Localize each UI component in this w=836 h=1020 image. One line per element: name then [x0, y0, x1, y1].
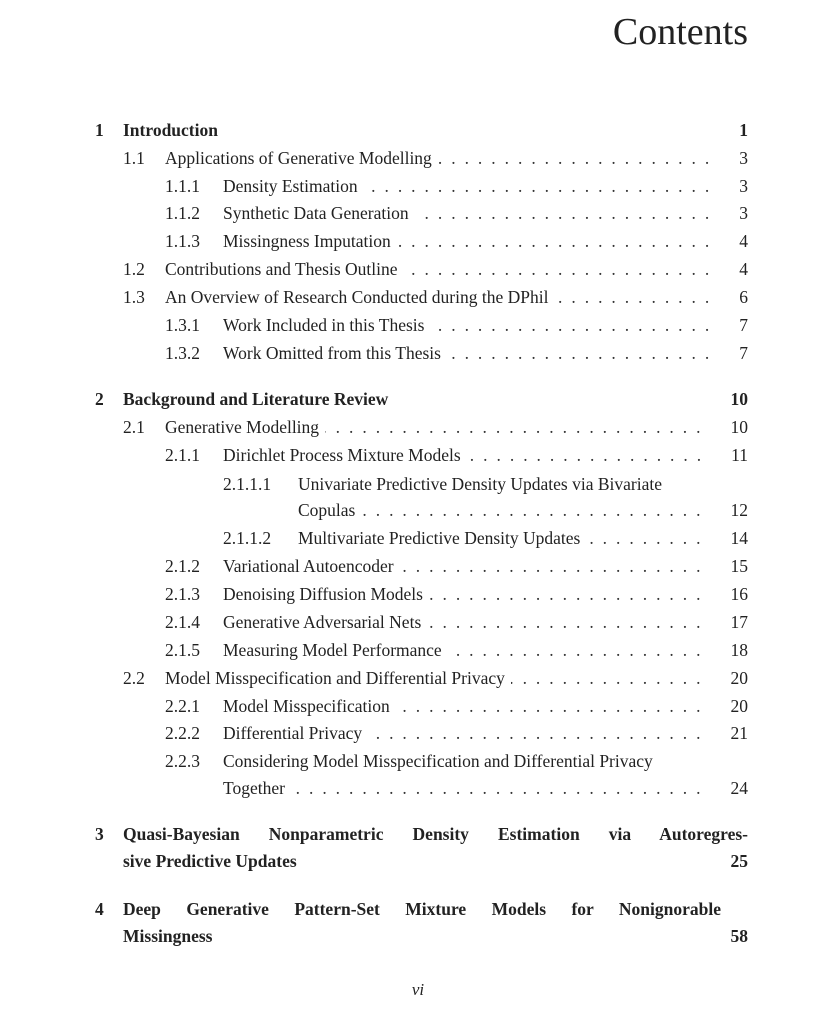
dot-leader	[404, 259, 710, 280]
toc-section[interactable]	[123, 259, 748, 283]
entry-title: An Overview of Research Conducted during the DPhil	[165, 287, 549, 307]
entry-page: 7	[739, 315, 748, 335]
entry-title: Differential Privacy	[223, 723, 363, 743]
entry-title-line1: Deep Generative Pattern-Set Mixture Models for Nonignorable	[123, 899, 721, 919]
entry-number: 2.1.3	[165, 584, 200, 604]
entry-title-line1: Univariate Predictive Density Updates via Bivariate	[298, 474, 662, 494]
entry-page: 18	[730, 640, 748, 660]
entry-number: 1.3	[123, 287, 145, 307]
toc-subsection[interactable]	[165, 584, 748, 608]
entry-number: 2.1.1.2	[223, 528, 272, 548]
entry-page: 24	[730, 778, 748, 798]
toc-subsection[interactable]	[165, 343, 748, 367]
entry-number: 1.3.1	[165, 315, 200, 335]
entry-page: 4	[739, 231, 748, 251]
dot-leader	[400, 556, 701, 577]
entry-page: 10	[730, 417, 748, 437]
entry-page: 7	[739, 343, 748, 363]
entry-number: 4	[95, 899, 104, 919]
entry-number: 2.2	[123, 668, 145, 688]
toc-chapter[interactable]	[95, 120, 748, 144]
entry-title: Introduction	[123, 120, 218, 140]
dot-leader	[438, 148, 709, 169]
toc-section[interactable]	[123, 668, 748, 692]
toc-subsubsection[interactable]	[223, 474, 748, 498]
dot-leader	[396, 696, 701, 717]
toc-subsection[interactable]	[165, 315, 748, 339]
entry-number: 2	[95, 389, 104, 409]
entry-page: 6	[739, 287, 748, 307]
entry-title: Multivariate Predictive Density Updates	[298, 528, 581, 548]
entry-number: 1.1	[123, 148, 145, 168]
entry-number: 2.1.2	[165, 556, 200, 576]
toc-subsubsection[interactable]	[223, 528, 748, 552]
entry-number: 2.2.1	[165, 696, 200, 716]
toc-subsection[interactable]	[165, 231, 748, 255]
entry-number: 2.1.1	[165, 445, 200, 465]
entry-title: Measuring Model Performance	[223, 640, 442, 660]
entry-number: 2.2.2	[165, 723, 200, 743]
toc-section[interactable]	[123, 287, 748, 311]
entry-title: Dirichlet Process Mixture Models	[223, 445, 461, 465]
entry-title: Density Estimation	[223, 176, 358, 196]
dot-leader	[397, 231, 710, 252]
entry-page: 10	[730, 389, 748, 409]
entry-number: 1.1.1	[165, 176, 200, 196]
toc-subsection[interactable]	[165, 751, 748, 775]
dot-leader	[448, 640, 701, 661]
entry-title: Work Omitted from this Thesis	[223, 343, 441, 363]
entry-title: Generative Modelling	[165, 417, 320, 437]
entry-page: 3	[739, 176, 748, 196]
dot-leader	[364, 176, 710, 197]
entry-number: 3	[95, 824, 104, 844]
toc-section[interactable]	[123, 148, 748, 172]
entry-page: 20	[730, 696, 748, 716]
dot-leader	[467, 445, 701, 466]
entry-number: 1.2	[123, 259, 145, 279]
dot-leader	[586, 528, 700, 549]
dot-leader	[291, 778, 701, 799]
toc-subsection[interactable]	[165, 612, 748, 636]
dot-leader	[325, 417, 700, 438]
toc-chapter-continued[interactable]	[123, 851, 748, 875]
dot-leader	[554, 287, 709, 308]
entry-title-line2: Missingness	[123, 926, 213, 946]
page-title: Contents	[612, 11, 748, 53]
dot-leader	[511, 668, 701, 689]
entry-number: 2.1.1.1	[223, 474, 272, 494]
entry-page: 21	[730, 723, 748, 743]
entry-title-line2: Together	[223, 778, 285, 798]
entry-page: 25	[730, 851, 748, 871]
entry-title: Work Included in this Thesis	[223, 315, 425, 335]
dot-leader	[429, 584, 701, 605]
entry-page: 20	[730, 668, 748, 688]
entry-title: Denoising Diffusion Models	[223, 584, 423, 604]
entry-page: 58	[730, 926, 748, 946]
dot-leader	[430, 315, 709, 336]
entry-page: 17	[730, 612, 748, 632]
entry-title: Missingness Imputation	[223, 231, 391, 251]
entry-title: Generative Adversarial Nets	[223, 612, 422, 632]
entry-title-line1: Considering Model Misspecification and Differential Privacy	[223, 751, 653, 771]
entry-page: 3	[739, 148, 748, 168]
dot-leader	[415, 203, 710, 224]
entry-title: Contributions and Thesis Outline	[165, 259, 398, 279]
entry-title: Model Misspecification and Differential Privacy	[165, 668, 505, 688]
entry-title: Model Misspecification	[223, 696, 390, 716]
entry-page: 15	[730, 556, 748, 576]
toc-chapter[interactable]	[95, 824, 748, 848]
entry-page: 14	[730, 528, 748, 548]
toc-chapter[interactable]	[95, 899, 721, 923]
entry-title: Applications of Generative Modelling	[165, 148, 432, 168]
page-number-footer: vi	[411, 980, 425, 999]
dot-leader	[368, 723, 700, 744]
entry-number: 2.1.4	[165, 612, 200, 632]
entry-title: Background and Literature Review	[123, 389, 389, 409]
entry-page: 3	[739, 203, 748, 223]
entry-page: 16	[730, 584, 748, 604]
toc-subsection[interactable]	[165, 696, 748, 720]
entry-number: 2.2.3	[165, 751, 200, 771]
entry-number: 2.1	[123, 417, 145, 437]
entry-number: 1.1.3	[165, 231, 200, 251]
toc-subsection[interactable]	[165, 176, 748, 200]
toc-subsection[interactable]	[165, 203, 748, 227]
dot-leader	[447, 343, 709, 364]
toc-subsection[interactable]	[165, 556, 748, 580]
toc-subsubsection-continued[interactable]	[298, 500, 748, 524]
entry-page: 4	[739, 259, 748, 279]
entry-page: 12	[730, 500, 748, 520]
toc-subsection[interactable]	[165, 723, 748, 747]
entry-title: Synthetic Data Generation	[223, 203, 409, 223]
dot-leader	[361, 500, 700, 521]
entry-title-line2: sive Predictive Updates	[123, 851, 297, 871]
entry-title: Variational Autoencoder	[223, 556, 394, 576]
entry-number: 1	[95, 120, 104, 140]
entry-page: 1	[739, 120, 748, 140]
toc-chapter-continued[interactable]	[123, 926, 748, 950]
toc-section[interactable]	[123, 417, 748, 441]
entry-page: 11	[731, 445, 748, 465]
entry-number: 1.3.2	[165, 343, 200, 363]
entry-title-line2: Copulas	[298, 500, 356, 520]
toc-chapter[interactable]	[95, 389, 748, 413]
entry-number: 1.1.2	[165, 203, 200, 223]
entry-title-line1: Quasi-Bayesian Nonparametric Density Estimation via Autoregres-	[123, 824, 748, 844]
entry-number: 2.1.5	[165, 640, 200, 660]
dot-leader	[427, 612, 700, 633]
toc-subsection-continued[interactable]	[223, 778, 748, 802]
toc-subsection[interactable]	[165, 445, 748, 469]
toc-subsection[interactable]	[165, 640, 748, 664]
